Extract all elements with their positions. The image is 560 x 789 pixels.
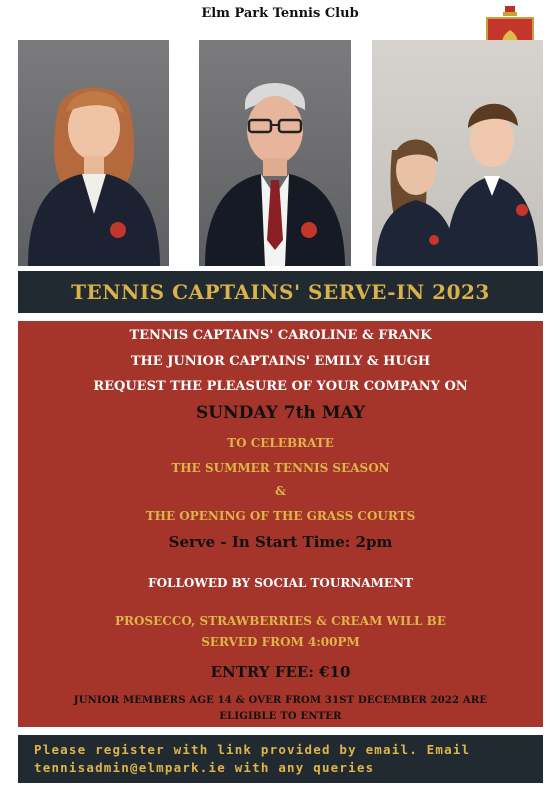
junior-captains-photo <box>372 40 543 266</box>
captain-frank-photo <box>199 40 351 266</box>
request-line: REQUEST THE PLEASURE OF YOUR COMPANY ON <box>93 379 468 394</box>
ampersand-line: & <box>275 484 286 498</box>
event-date: SUNDAY 7th MAY <box>195 403 366 423</box>
refreshments-line-2: SERVED FROM 4:00PM <box>201 635 360 649</box>
club-name-heading: Elm Park Tennis Club <box>201 6 359 21</box>
start-time-line: Serve - In Start Time: 2pm <box>168 533 393 551</box>
celebrate-line: TO CELEBRATE <box>227 436 334 450</box>
refreshments-line-1: PROSECCO, STRAWBERRIES & CREAM WILL BE <box>115 614 446 628</box>
social-tournament-line: FOLLOWED BY SOCIAL TOURNAMENT <box>148 576 413 590</box>
grass-courts-line: THE OPENING OF THE GRASS COURTS <box>145 509 416 523</box>
registration-line-2: tennisadmin@elmpark.ie with any queries <box>34 760 375 775</box>
captains-line: TENNIS CAPTAINS' CAROLINE & FRANK <box>129 328 432 343</box>
entry-fee-line: ENTRY FEE: €10 <box>210 663 351 681</box>
registration-footer <box>18 735 543 783</box>
registration-line-1: Please register with link provided by email. Email <box>34 742 471 757</box>
summer-season-line: THE SUMMER TENNIS SEASON <box>171 461 390 475</box>
captain-caroline-photo <box>18 40 169 266</box>
invitation-panel <box>18 321 543 727</box>
eligibility-line-1: JUNIOR MEMBERS AGE 14 & OVER FROM 31ST DECEMBER 2022 ARE <box>73 695 488 706</box>
eligibility-line-2: ELIGIBLE TO ENTER <box>219 711 342 722</box>
event-title-banner: TENNIS CAPTAINS' SERVE-IN 2023 <box>18 271 543 313</box>
junior-captains-line: THE JUNIOR CAPTAINS' EMILY & HUGH <box>130 354 431 369</box>
